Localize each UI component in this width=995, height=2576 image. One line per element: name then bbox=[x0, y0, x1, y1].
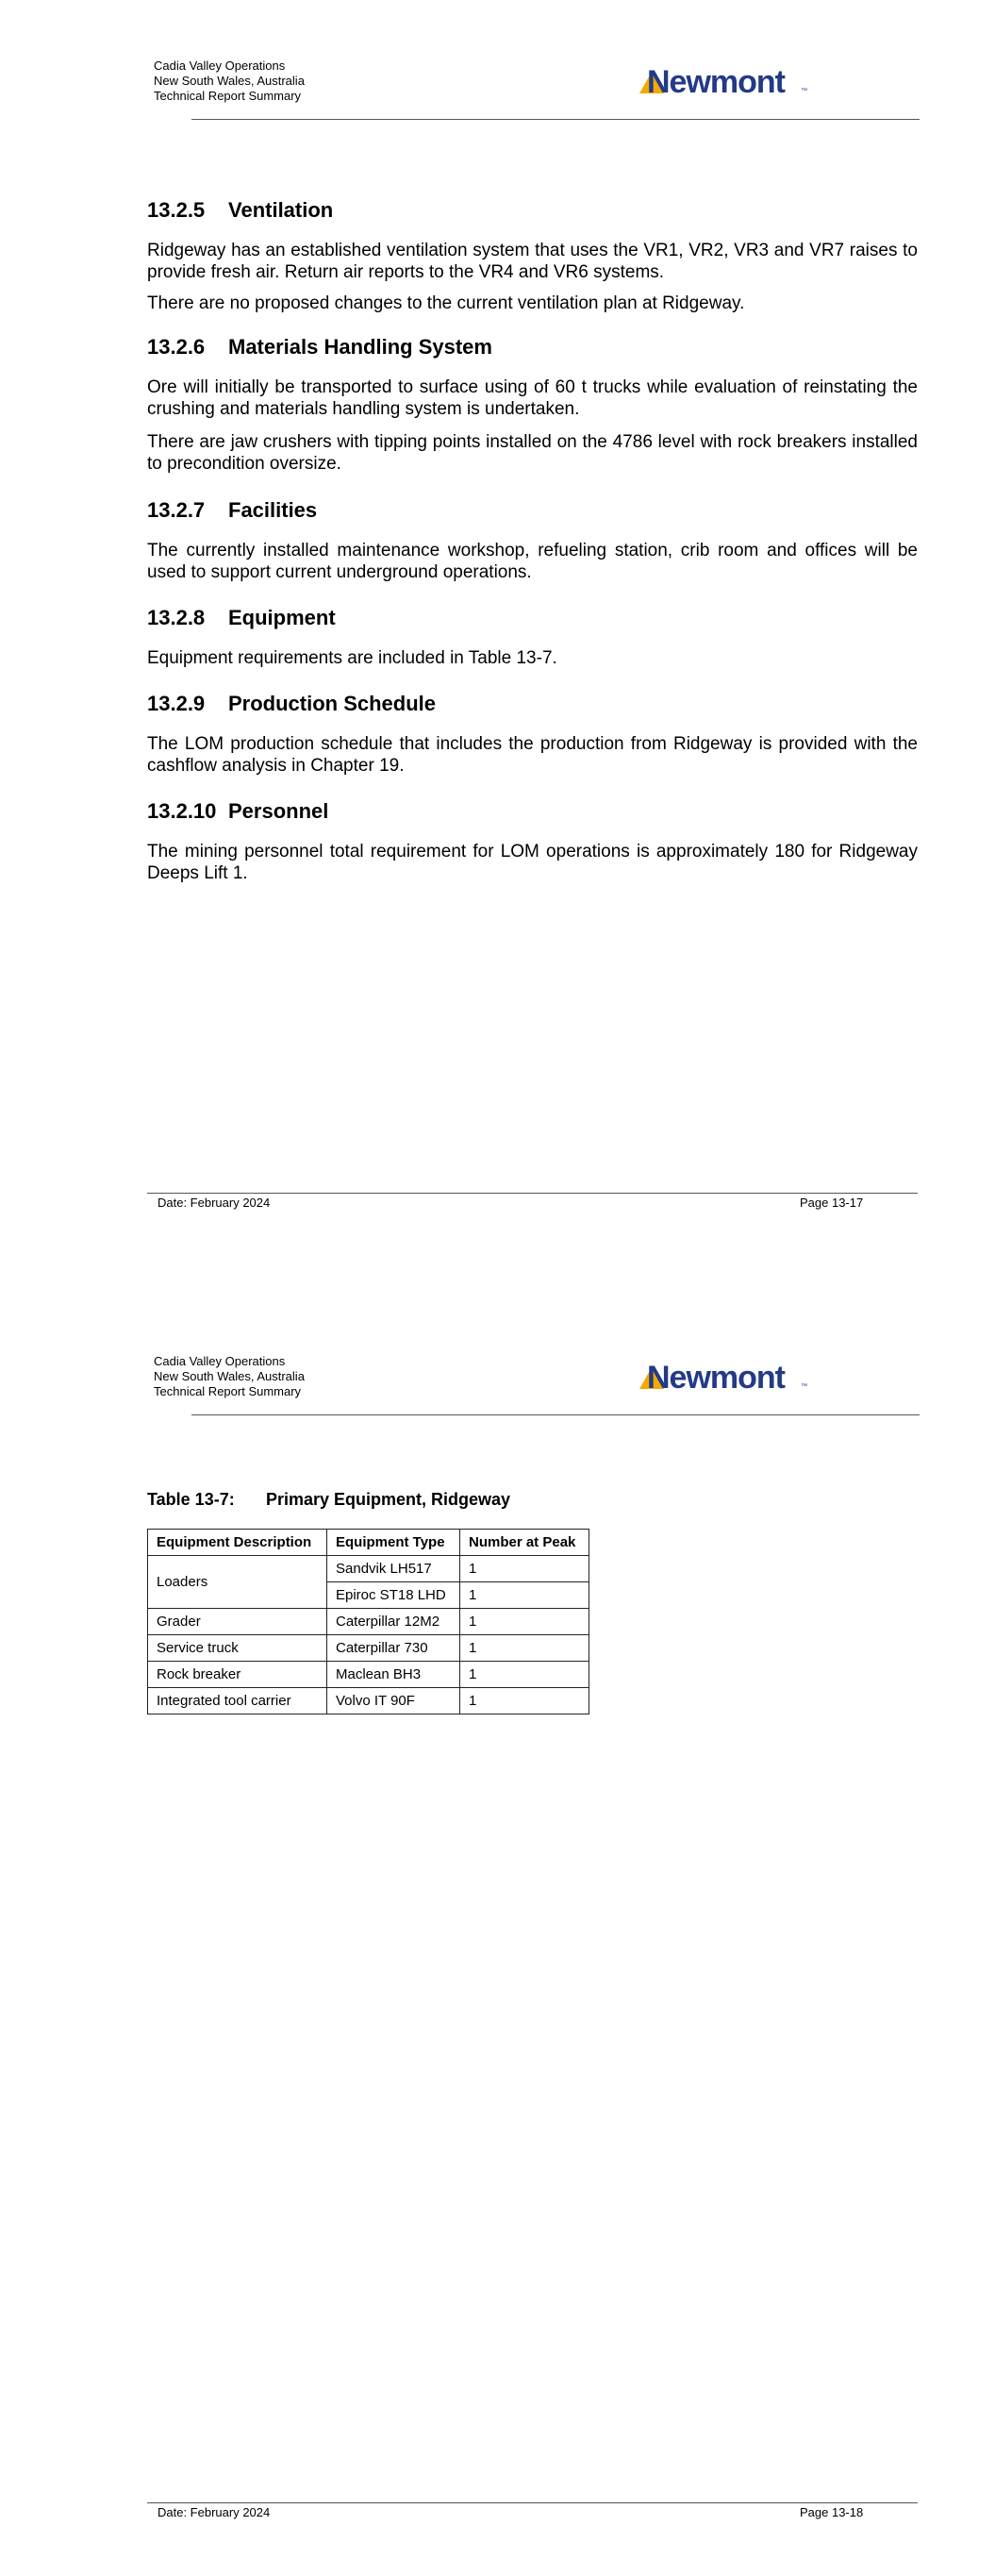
table-cell: 1 bbox=[460, 1556, 589, 1582]
section-heading-production-schedule: 13.2.9 Production Schedule bbox=[147, 692, 437, 715]
page-header-text bbox=[154, 59, 305, 104]
table-cell: Loaders bbox=[148, 1556, 327, 1609]
table-cell: 1 bbox=[460, 1662, 589, 1688]
table-cell: Caterpillar 730 bbox=[327, 1635, 460, 1662]
table-cell: Sandvik LH517 bbox=[327, 1556, 460, 1582]
table-cell: Rock breaker bbox=[148, 1662, 327, 1688]
header-divider bbox=[191, 119, 920, 120]
header-location: New South Wales, Australia bbox=[154, 74, 305, 88]
section-heading-personnel: 13.2.10 Personnel bbox=[147, 799, 329, 823]
newmont-logo bbox=[639, 1360, 809, 1390]
header-location: New South Wales, Australia bbox=[154, 1369, 305, 1383]
logo-trademark: ™ bbox=[801, 1383, 807, 1390]
column-header: Equipment Description bbox=[148, 1530, 327, 1556]
paragraph: There are jaw crushers with tipping points installed on the 4786 level with rock breakers installed to precondition oversize. bbox=[147, 432, 918, 474]
logo-trademark: ™ bbox=[801, 88, 807, 94]
section-heading-materials-handling: 13.2.6 Materials Handling System bbox=[147, 335, 492, 359]
table-caption bbox=[147, 1489, 510, 1510]
table-cell: Grader bbox=[148, 1609, 327, 1635]
footer-divider bbox=[147, 2502, 918, 2503]
paragraph: The LOM production schedule that includes the production from Ridgeway is provided with the cashflow analysis in Chapter 19. bbox=[147, 734, 918, 776]
table-cell: Caterpillar 12M2 bbox=[327, 1609, 460, 1635]
section-heading-ventilation: 13.2.5 Ventilation bbox=[147, 198, 334, 222]
header-report-type: Technical Report Summary bbox=[154, 89, 302, 103]
footer-page-number: Page 13-18 bbox=[800, 2505, 864, 2519]
page-13-18 bbox=[0, 1288, 995, 2576]
paragraph: The mining personnel total requirement for LOM operations is approximately 180 for Ridgeway Deeps Lift 1. bbox=[147, 842, 918, 883]
section-heading-equipment: 13.2.8 Equipment bbox=[147, 606, 336, 629]
header-company: Cadia Valley Operations bbox=[154, 59, 286, 73]
header-report-type: Technical Report Summary bbox=[154, 1384, 302, 1398]
newmont-logo bbox=[639, 64, 809, 94]
table-cell: Volvo IT 90F bbox=[327, 1688, 460, 1715]
paragraph: Ore will initially be transported to surface using of 60 t trucks while evaluation of reinstating the crushing and materials handling system is undertaken. bbox=[147, 377, 918, 419]
section-heading-facilities: 13.2.7 Facilities bbox=[147, 498, 318, 522]
footer-page-number: Page 13-17 bbox=[800, 1196, 864, 1210]
table-cell: Epiroc ST18 LHD bbox=[327, 1582, 460, 1609]
table-number: Table 13-7: bbox=[147, 1490, 235, 1509]
table-cell: 1 bbox=[460, 1688, 589, 1715]
table-row bbox=[148, 1556, 589, 1582]
table-cell: 1 bbox=[460, 1609, 589, 1635]
page-header-text bbox=[154, 1354, 305, 1399]
table-row bbox=[148, 1635, 589, 1662]
footer-date: Date: February 2024 bbox=[158, 2505, 271, 2519]
header-divider bbox=[191, 1414, 920, 1415]
page1-body bbox=[147, 198, 918, 884]
paragraph: Equipment requirements are included in Table 13-7. bbox=[147, 648, 557, 668]
footer-date: Date: February 2024 bbox=[158, 1196, 271, 1210]
paragraph: The currently installed maintenance workshop, refueling station, crib room and offices will be used to support current underground operations. bbox=[147, 541, 918, 582]
column-header: Equipment Type bbox=[327, 1530, 460, 1556]
equipment-table bbox=[147, 1529, 589, 1715]
table-header-row bbox=[148, 1530, 589, 1556]
logo-wordmark: Newmont bbox=[647, 1360, 785, 1390]
header-company: Cadia Valley Operations bbox=[154, 1354, 286, 1368]
table-cell: 1 bbox=[460, 1635, 589, 1662]
table-row bbox=[148, 1662, 589, 1688]
table-title: Primary Equipment, Ridgeway bbox=[266, 1490, 511, 1509]
table-cell: 1 bbox=[460, 1582, 589, 1609]
table-cell: Maclean BH3 bbox=[327, 1662, 460, 1688]
paragraph: Ridgeway has an established ventilation system that uses the VR1, VR2, VR3 and VR7 raises to provide fresh air. Return air reports to the VR4 and VR6 systems. bbox=[147, 241, 918, 282]
table-cell: Integrated tool carrier bbox=[148, 1688, 327, 1715]
paragraph: There are no proposed changes to the current ventilation plan at Ridgeway. bbox=[147, 293, 745, 313]
footer-divider bbox=[147, 1193, 918, 1194]
table-row bbox=[148, 1609, 589, 1635]
column-header: Number at Peak bbox=[460, 1530, 589, 1556]
logo-wordmark: Newmont bbox=[647, 64, 785, 94]
table-row bbox=[148, 1688, 589, 1715]
table-cell: Service truck bbox=[148, 1635, 327, 1662]
